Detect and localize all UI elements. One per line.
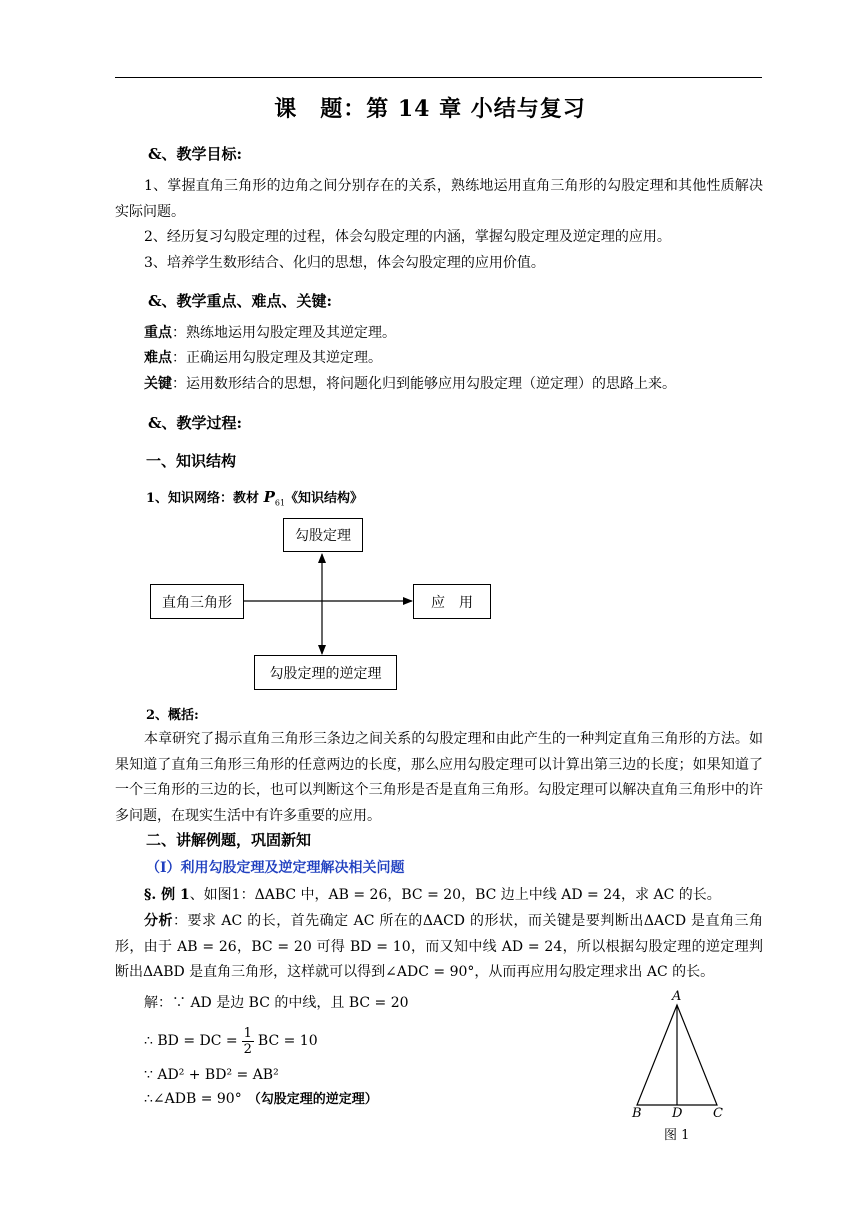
goal-item-2: 2、经历复习勾股定理的过程，体会勾股定理的内涵，掌握勾股定理及逆定理的应用。 bbox=[144, 229, 671, 245]
solution-line-2-post: BC = 10 bbox=[257, 1033, 318, 1049]
diagram-box-right-triangle: 直角三角形 bbox=[150, 584, 244, 619]
diagram-box-converse: 勾股定理的逆定理 bbox=[254, 655, 397, 690]
key-guan-text: ：运用数形结合的思想，将问题化归到能够应用勾股定理（逆定理）的思路上来。 bbox=[172, 376, 676, 392]
example-1-text: 、如图1：ΔABC 中，AB = 26，BC = 20，BC 边上中线 AD = 24，求 AC 的长。 bbox=[189, 887, 721, 903]
solution-line-4-text: ∴∠ADB = 90° bbox=[144, 1091, 242, 1107]
fig-label-a: A bbox=[672, 989, 682, 1004]
page-title: 课 题：第 14 章 小结与复习 bbox=[274, 96, 586, 122]
solution-line-4 bbox=[144, 1087, 378, 1112]
diagram-box-pythagoras: 勾股定理 bbox=[283, 518, 363, 552]
fig-label-d: D bbox=[672, 1106, 683, 1121]
key-zhong-label: 重点 bbox=[144, 325, 172, 341]
analysis-label: 分析 bbox=[144, 913, 173, 929]
fraction-num: 1 bbox=[243, 1026, 252, 1041]
fig-label-c: C bbox=[713, 1106, 723, 1121]
summary-text: 本章研究了揭示直角三角形三条边之间关系的勾股定理和由此产生的一种判定直角三角形的方法。如果知道了直角三角形三角形的任意两边的长度，那么应用勾股定理可以计算出第三边的长度；如果知道了一个三角形的三边的长，也可以判断这个三角形是否是直角三角形。勾股定理可以解决直角三角形中的许多问题，在现实生活中有许多重要的应用。 bbox=[115, 731, 763, 824]
network-sub: 61 bbox=[274, 498, 286, 508]
example-1-label: §. 例 1 bbox=[144, 887, 190, 903]
key-nan-label: 难点 bbox=[144, 350, 172, 366]
keypoints-heading: &、教学重点、难点、关键: bbox=[148, 292, 333, 310]
analysis-text: ：要求 AC 的长，首先确定 AC 所在的ΔACD 的形状，而关键是要判断出ΔACD 是直角三角形，由于 AB = 26，BC = 20 可得 BD = 10，而又知中线 AD = 24，所以根据勾股定理的逆定理判断出ΔABD 是直角三角形，这样就可以得到∠ADC = 90°，从而再应用勾股定理求出 AC 的长。 bbox=[115, 913, 763, 980]
goals-heading: &、教学目标: bbox=[148, 145, 243, 163]
solution-line-3: ∵ AD² + BD² = AB² bbox=[144, 1067, 279, 1083]
network-p: P bbox=[263, 488, 275, 506]
subsection-1-heading: （Ⅰ）利用勾股定理及逆定理解决相关问题 bbox=[146, 860, 405, 876]
key-nan-text: ：正确运用勾股定理及其逆定理。 bbox=[172, 350, 382, 366]
goal-item-1: 1、掌握直角三角形的边角之间分别存在的关系，熟练地运用直角三角形的勾股定理和其他性质解决实际问题。 bbox=[115, 178, 763, 220]
analysis bbox=[115, 909, 763, 986]
solution-line-1: 解：∵ AD 是边 BC 的中线，且 BC = 20 bbox=[144, 995, 409, 1011]
figure-caption: 图 1 bbox=[664, 1128, 690, 1143]
solution-line-2-pre: ∴ BD = DC = bbox=[144, 1033, 238, 1049]
network-book: 《知识结构》 bbox=[285, 491, 364, 506]
fig-label-b: B bbox=[632, 1106, 642, 1121]
diagram-box-application: 应 用 bbox=[413, 584, 491, 619]
solution-line-2 bbox=[144, 1026, 318, 1057]
summary-label: 2、概括: bbox=[146, 708, 199, 723]
section-2-heading: 二、讲解例题，巩固新知 bbox=[146, 831, 312, 849]
goal-item-3: 3、培养学生数形结合、化归的思想，体会勾股定理的应用价值。 bbox=[144, 255, 545, 271]
network-label-text: 1、知识网络：教材 bbox=[146, 491, 260, 506]
example-1 bbox=[144, 883, 721, 908]
key-guan-label: 关键 bbox=[144, 376, 172, 392]
process-heading: &、教学过程: bbox=[148, 414, 243, 432]
solution-line-4-note: （勾股定理的逆定理） bbox=[247, 1092, 378, 1107]
key-zhong-text: ：熟练地运用勾股定理及其逆定理。 bbox=[172, 325, 396, 341]
section-1-heading: 一、知识结构 bbox=[146, 452, 237, 470]
fraction-den: 2 bbox=[243, 1042, 252, 1057]
fraction-half bbox=[242, 1026, 254, 1057]
